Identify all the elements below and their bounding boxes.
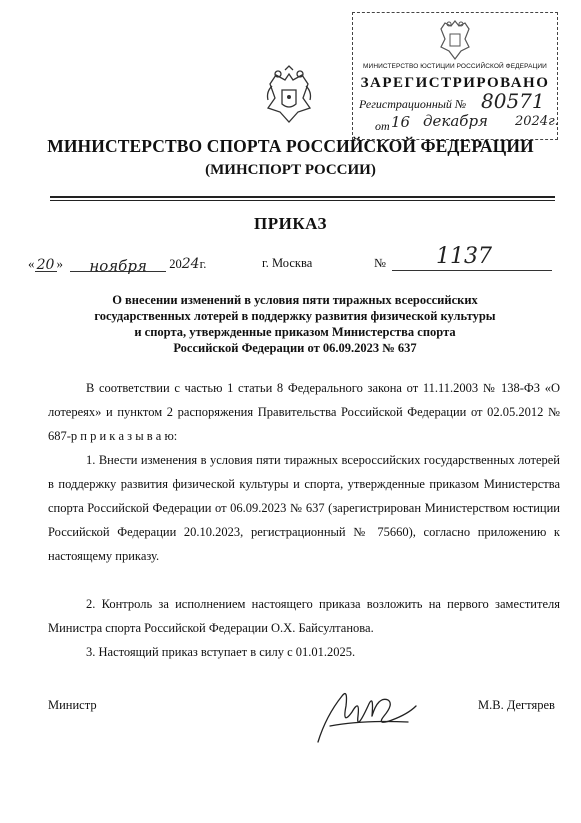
item-3-text: 3. Настоящий приказ вступает в силу с 01.01.2025. [86, 645, 356, 659]
subject-line-2: государственных лотерей в поддержку развития физической культуры [94, 309, 496, 323]
ministry-short-name: (МИНСПОРТ РОССИИ) [205, 162, 376, 178]
stamp-date-month: декабря [423, 112, 488, 130]
subject-line-3: и спорта, утвержденные приказом Министерства спорта [134, 325, 456, 339]
order-number: 1137 [436, 244, 492, 269]
preamble-paragraph [48, 376, 560, 448]
signer-title: Министр [48, 698, 97, 712]
stamp-ministry-line: МИНИСТЕРСТВО ЮСТИЦИИ РОССИЙСКОЙ ФЕДЕРАЦИИ [363, 63, 547, 70]
date-year-suffix: 24 [181, 256, 200, 272]
ministry-name: МИНИСТЕРСТВО СПОРТА РОССИЙСКОЙ ФЕДЕРАЦИИ [47, 136, 534, 156]
signer-name: М.В. Дегтярев [478, 698, 555, 712]
date-month: ноября [70, 257, 166, 272]
item-2-paragraph [48, 592, 560, 640]
subject-line-1: О внесении изменений в условия пяти тиражных всероссийских [112, 293, 478, 307]
item-2-text: 2. Контроль за исполнением настоящего приказа возложить на первого заместителя Министра спорта Российской Федерации О.Х. Байсултанова. [48, 597, 560, 635]
stamp-registered-label: ЗАРЕГИСТРИРОВАНО [360, 75, 550, 91]
item-1-text: 1. Внести изменения в условия пяти тиражных всероссийских государственных лотерей в поддержку развития физической культуры и спорта, утвержденные приказом Министерства спорта Российской Федерации от 06.09.2023 № 637 (зарегистрирован Министерством юстиции Российской Федерации 20.10.2023, регистрационный № 75660), согласно приложению к настоящему приказу. [48, 453, 560, 563]
order-date [28, 256, 207, 275]
date-quote-open: « [28, 256, 35, 271]
order-title: ПРИКАЗ [254, 214, 327, 233]
item-1-paragraph [48, 448, 560, 568]
stamp-date-day: 16 [391, 113, 411, 131]
date-day: 20 [35, 257, 57, 272]
coat-of-arms-icon [258, 64, 320, 126]
order-city: г. Москва [262, 256, 313, 270]
stamp-reg-number-label: Регистрационный № [359, 97, 467, 111]
stamp-date-year: 2024г. [515, 114, 559, 129]
handwritten-signature [312, 676, 422, 750]
date-year-prefix: 20 [169, 257, 182, 271]
preamble-text: В соответствии с частью 1 статьи 8 Федерального закона от 11.11.2003 № 138-ФЗ «О лотереях» и пунктом 2 распоряжения Правительства Российской Федерации от 02.05.2012 № 687-р п р и к а з ы в а ю: [48, 381, 560, 443]
order-number-label: № [374, 256, 386, 270]
registration-stamp [352, 12, 558, 140]
order-number-line [392, 244, 552, 271]
stamp-date-prefix: от [375, 119, 390, 133]
subject-line-4: Российской Федерации от 06.09.2023 № 637 [173, 341, 417, 355]
order-subject [60, 292, 530, 356]
item-3-paragraph [48, 640, 560, 664]
date-year-unit: г. [199, 257, 207, 271]
date-quote-close: » [56, 256, 63, 271]
header-divider-thin [50, 200, 555, 201]
header-divider [50, 196, 555, 198]
stamp-coat-of-arms-icon [435, 17, 475, 61]
stamp-reg-number-value: 80571 [481, 89, 545, 113]
